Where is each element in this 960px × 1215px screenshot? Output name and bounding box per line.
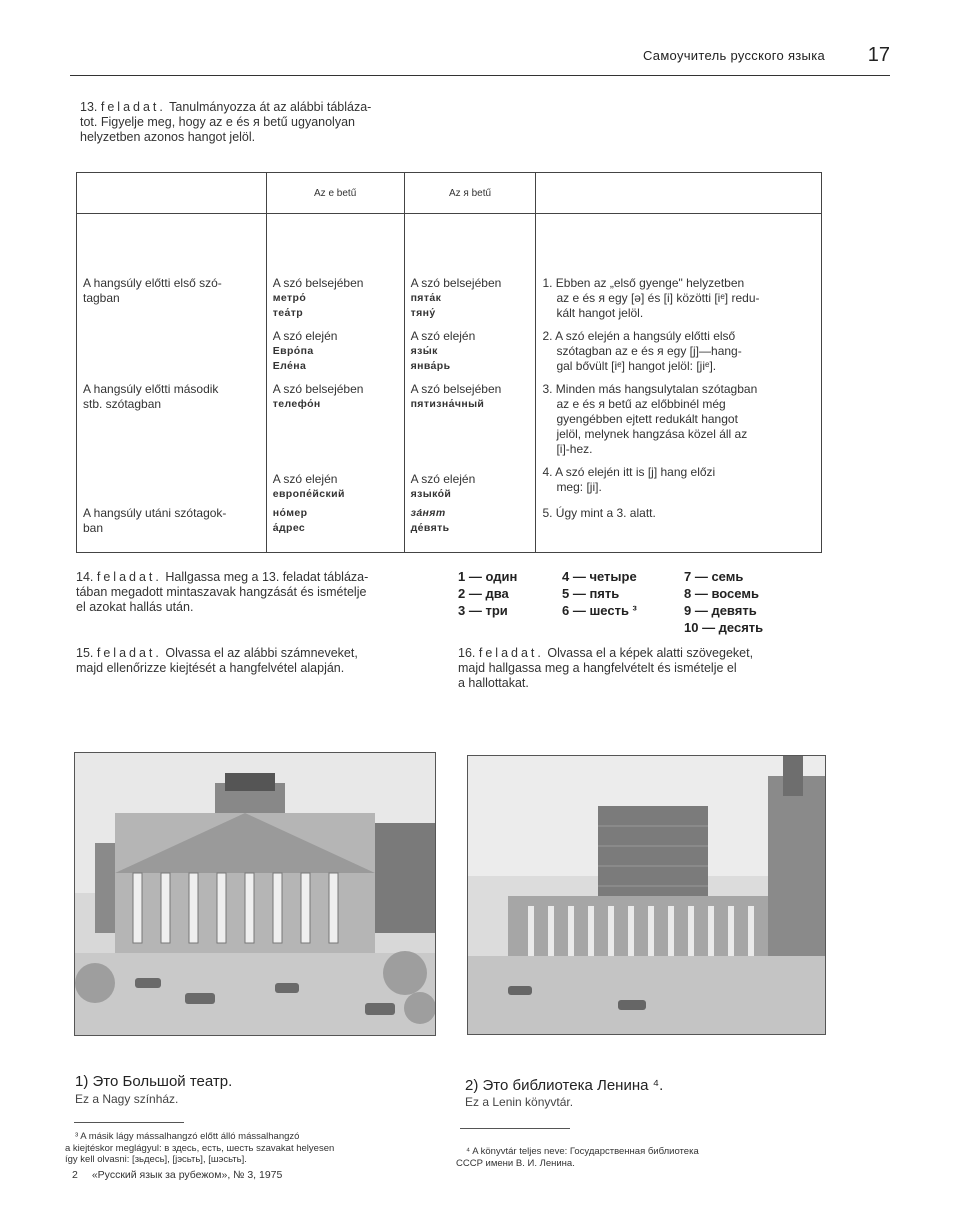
task-13 bbox=[80, 100, 450, 145]
table-header-e: Az e betű bbox=[266, 173, 404, 214]
footnote-4: ⁴ A könyvtár teljes neve: Государственная библиотека СССР имени В. И. Ленина. bbox=[456, 1146, 699, 1169]
row-label: A hangsúly utáni szótagok- ban bbox=[83, 506, 227, 535]
header-rule bbox=[70, 75, 890, 76]
notes-cell: 1. Ebben az „első gyenge" helyzetben az e és я egy [ə] és [i] közötti [iᵉ] redu- kált hangot jelöl. 2. A szó elején a hangsúly előtti első szótagban az e és я egy [j]—hang- gal bővült [iᵉ] hangot jelöl: [jiᵉ]. bbox=[536, 214, 822, 375]
lenin-library-illustration bbox=[468, 756, 825, 1034]
numbers-table bbox=[458, 568, 767, 636]
task-15-line: Olvassa el az alábbi számneveket, bbox=[165, 646, 358, 660]
task-14-keyword: feladat. bbox=[96, 570, 162, 584]
task-13-line: Tanulmányozza át az alábbi tábláza- bbox=[169, 100, 372, 114]
vowel-reduction-table bbox=[76, 172, 822, 553]
table-header-notes bbox=[536, 173, 822, 214]
ya-cell: A szó belsejében пятизна́чный A szó elején языко́й bbox=[404, 374, 536, 502]
task-13-line: tot. Figyelje meg, hogy az e és я betű ugyanolyan bbox=[80, 115, 355, 129]
task-15-keyword: feladat. bbox=[96, 646, 162, 660]
task-15 bbox=[76, 646, 446, 676]
bolshoi-theatre-illustration bbox=[75, 753, 435, 1035]
table-row bbox=[77, 214, 822, 375]
e-cell: но́мер а́дрес bbox=[266, 502, 404, 553]
bolshoi-theatre-photo bbox=[74, 752, 436, 1036]
photo-2-caption-hu: Ez a Lenin könyvtár. bbox=[465, 1095, 574, 1109]
numbers-row: 2 — два 5 — пять 8 — восемь bbox=[458, 586, 759, 601]
task-13-keyword: feladat. bbox=[100, 100, 166, 114]
task-14-line: tában megadott mintaszavak hangzását és ismételje bbox=[76, 585, 367, 599]
table-header-row bbox=[77, 173, 822, 214]
footnote-rule-right bbox=[460, 1128, 570, 1129]
photo-2-caption-ru: 2) Это библиотека Ленина ⁴. bbox=[465, 1077, 664, 1094]
table-header-empty bbox=[77, 173, 267, 214]
task-15-number: 15. bbox=[76, 646, 94, 660]
numbers-row: 10 — десять bbox=[684, 620, 764, 635]
task-13-line: helyzetben azonos hangot jelöl. bbox=[80, 130, 256, 144]
task-14 bbox=[76, 570, 446, 615]
numbers-row: 3 — три 6 — шесть ³ 9 — девять bbox=[458, 603, 757, 618]
task-16-line: majd hallgassa meg a hangfelvételt és ismételje el bbox=[458, 661, 737, 675]
notes-cell: 5. Úgy mint a 3. alatt. bbox=[536, 502, 822, 553]
photo-1-caption-hu: Ez a Nagy színház. bbox=[75, 1092, 179, 1106]
page-number: 17 bbox=[867, 44, 890, 66]
running-header-title: Самоучитель русского языка bbox=[642, 48, 825, 63]
photo-1-caption-ru: 1) Это Большой театр. bbox=[75, 1073, 233, 1090]
table-row bbox=[77, 502, 822, 553]
source-citation: «Русский язык за рубежом», № 3, 1975 bbox=[91, 1169, 283, 1181]
numbers-row: 1 — один 4 — четыре 7 — семь bbox=[458, 569, 744, 584]
task-16-line: Olvassa el a képek alatti szövegeket, bbox=[547, 646, 754, 660]
task-14-line: Hallgassa meg a 13. feladat tábláza- bbox=[165, 570, 369, 584]
lenin-library-photo bbox=[467, 755, 826, 1035]
bottom-source-line bbox=[72, 1170, 282, 1182]
task-16-line: a hallottakat. bbox=[458, 676, 529, 690]
row-label: A hangsúly előtti második stb. szótagban bbox=[83, 382, 219, 411]
task-15-line: majd ellenőrizze kiejtését a hangfelvétel alapján. bbox=[76, 661, 345, 675]
task-16-keyword: feladat. bbox=[478, 646, 544, 660]
notes-cell: 3. Minden más hangsulytalan szótagban az e és я betű az előbbinél még gyengébben ejtett redukált hangot jelöl, melynek hangzása közel áll az [i]-hez. 4. A szó elején itt is [j] hang előzi meg: [ji]. bbox=[536, 374, 822, 502]
row-label: A hangsúly előtti első szó- tagban bbox=[83, 276, 222, 305]
e-cell: A szó belsejében телефо́н A szó elején европе́йский bbox=[266, 374, 404, 502]
task-14-line: el azokat hallás után. bbox=[76, 600, 194, 614]
ya-cell: A szó belsejében пята́к тяну́ A szó elején язы́к янва́рь bbox=[404, 214, 536, 375]
task-13-number: 13. bbox=[80, 100, 98, 114]
bottom-page-number: 2 bbox=[72, 1169, 78, 1181]
task-14-number: 14. bbox=[76, 570, 94, 584]
table-header-ya: Az я betű bbox=[404, 173, 536, 214]
task-16 bbox=[458, 646, 828, 691]
footnote-rule-left bbox=[74, 1122, 184, 1123]
e-cell: A szó belsejében метро́ теа́тр A szó elején Евро́па Еле́на bbox=[266, 214, 404, 375]
footnote-3: ³ A másik lágy mássalhangzó előtt álló mássalhangzó a kiejtéskor meglágyul: в здесь, есть, шесть szavakat helyesen így kell olvasni: [зьдесь], [jэсьть], [шэсьть]. bbox=[65, 1131, 335, 1165]
task-16-number: 16. bbox=[458, 646, 476, 660]
table-row bbox=[77, 374, 822, 502]
ya-cell: за́нят де́вять bbox=[404, 502, 536, 553]
